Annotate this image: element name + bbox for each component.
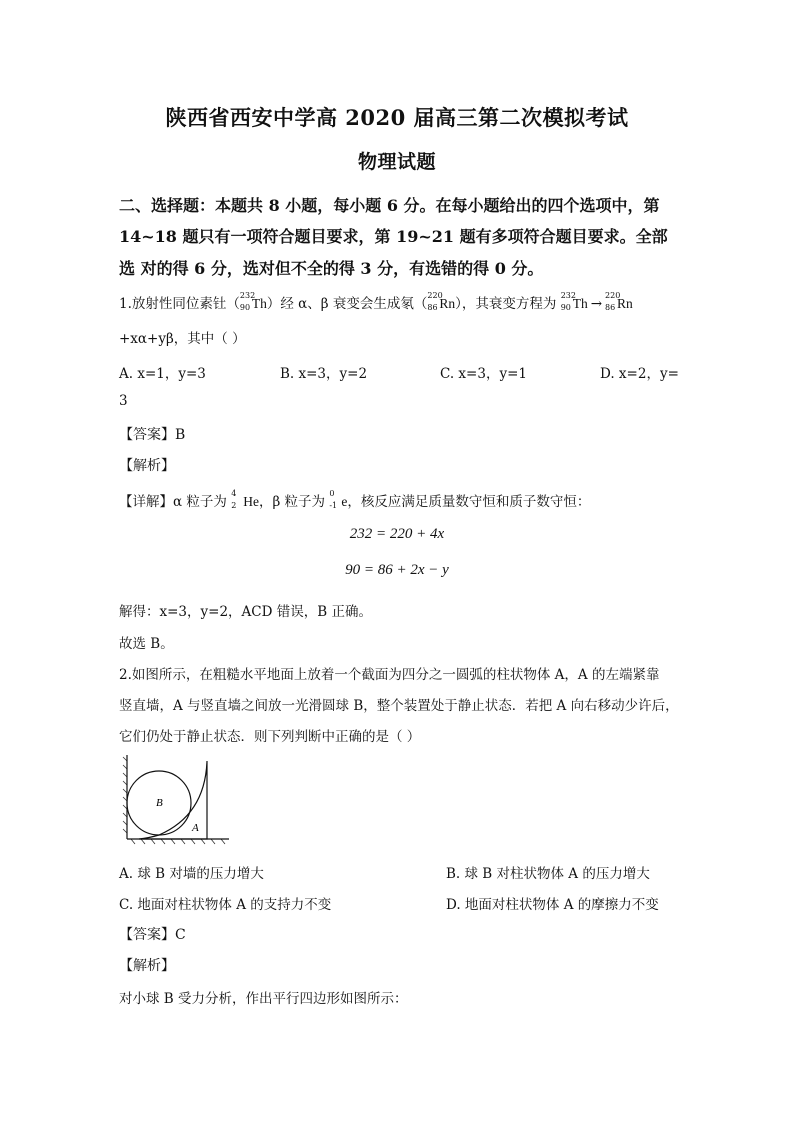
q2-option-a: A. 球 B 对墙的压力增大 bbox=[119, 866, 264, 882]
reaction-arrow: → bbox=[590, 296, 603, 312]
q1-option-c: C. x=3，y=1 bbox=[440, 366, 527, 382]
label-b: B bbox=[156, 797, 163, 809]
q2-stem-line2: 竖直墙，A 与竖直墙之间放一光滑圆球 B，整个装置处于静止状态．若把 A 向右移动少许后， bbox=[119, 698, 679, 714]
q1-option-b: B. x=3，y=2 bbox=[280, 366, 368, 382]
equation-charge-number: 90 = 86 + 2x − y bbox=[345, 562, 449, 578]
q1-option-d-wrap: 3 bbox=[119, 393, 128, 409]
q1-stem-line1 bbox=[119, 292, 633, 312]
q1-option-d: D. x=2，y= bbox=[600, 366, 679, 382]
section-instruction-line2: 14~18 题只有一项符合题目要求，第 19~21 题有多项符合题目要求。全部 bbox=[119, 227, 668, 246]
label-a: A bbox=[192, 822, 199, 834]
q1-detail: 【详解】α 粒子为 4 2 He，β 粒子为 0 -1 e，核反应满足质量数守恒和质子数守恒： bbox=[119, 489, 591, 510]
q1-stem-part-c: ），其衰变方程为 bbox=[455, 296, 557, 312]
q2-analysis-label: 【解析】 bbox=[119, 958, 175, 974]
q1-analysis-label: 【解析】 bbox=[119, 458, 175, 474]
page-subtitle: 物理试题 bbox=[357, 151, 436, 173]
page-title: 陕西省西安中学高 2020 届高三第二次模拟考试 bbox=[165, 105, 629, 130]
q2-option-b: B. 球 B 对柱状物体 A 的压力增大 bbox=[446, 866, 650, 882]
thorium-nuclide: 232 90 Th bbox=[239, 291, 267, 312]
q1-option-a: A. x=1，y=3 bbox=[119, 366, 206, 382]
q1-stem-line2: +xα+yβ，其中（ ） bbox=[119, 331, 246, 347]
q2-answer: 【答案】C bbox=[119, 927, 186, 943]
q2-option-d: D. 地面对柱状物体 A 的摩擦力不变 bbox=[446, 897, 659, 913]
helium-nuclide: 4 2 He bbox=[231, 489, 259, 510]
q2-analysis-text: 对小球 B 受力分析，作出平行四边形如图所示： bbox=[119, 991, 408, 1007]
q1-stem-part-b: ）经 α、β 衰变会生成氡（ bbox=[266, 296, 428, 312]
q2-stem-line3: 它们仍处于静止状态．则下列判断中正确的是（ ） bbox=[119, 729, 421, 745]
equation-mass-number: 232 = 220 + 4x bbox=[349, 526, 445, 542]
section-instruction-line1: 二、选择题：本题共 8 小题，每小题 6 分。在每小题给出的四个选项中，第 bbox=[119, 196, 660, 215]
wall-ball-cylinder-figure bbox=[119, 755, 231, 847]
q1-stem-part-a: 1.放射性同位素钍（ bbox=[119, 296, 240, 312]
q1-conclusion: 故选 B。 bbox=[119, 636, 174, 652]
radon-nuclide: 220 86 Rn bbox=[427, 291, 456, 312]
ground-hatch bbox=[131, 839, 225, 844]
section-instruction-line3: 选 对的得 6 分，选对但不全的得 3 分，有选错的得 0 分。 bbox=[119, 259, 544, 278]
q2-option-c: C. 地面对柱状物体 A 的支持力不变 bbox=[119, 897, 332, 913]
q1-solution: 解得：x=3，y=2，ACD 错误，B 正确。 bbox=[119, 604, 372, 620]
q1-answer: 【答案】B bbox=[119, 427, 186, 443]
equation-thorium: 232 90 Th bbox=[560, 291, 588, 312]
q2-stem-line1: 2.如图所示，在粗糙水平地面上放着一个截面为四分之一圆弧的柱状物体 A，A 的左端紧靠 bbox=[119, 667, 660, 683]
electron-nuclide: 0 -1 e bbox=[329, 489, 348, 510]
equation-radon: 220 86 Rn bbox=[605, 291, 633, 312]
